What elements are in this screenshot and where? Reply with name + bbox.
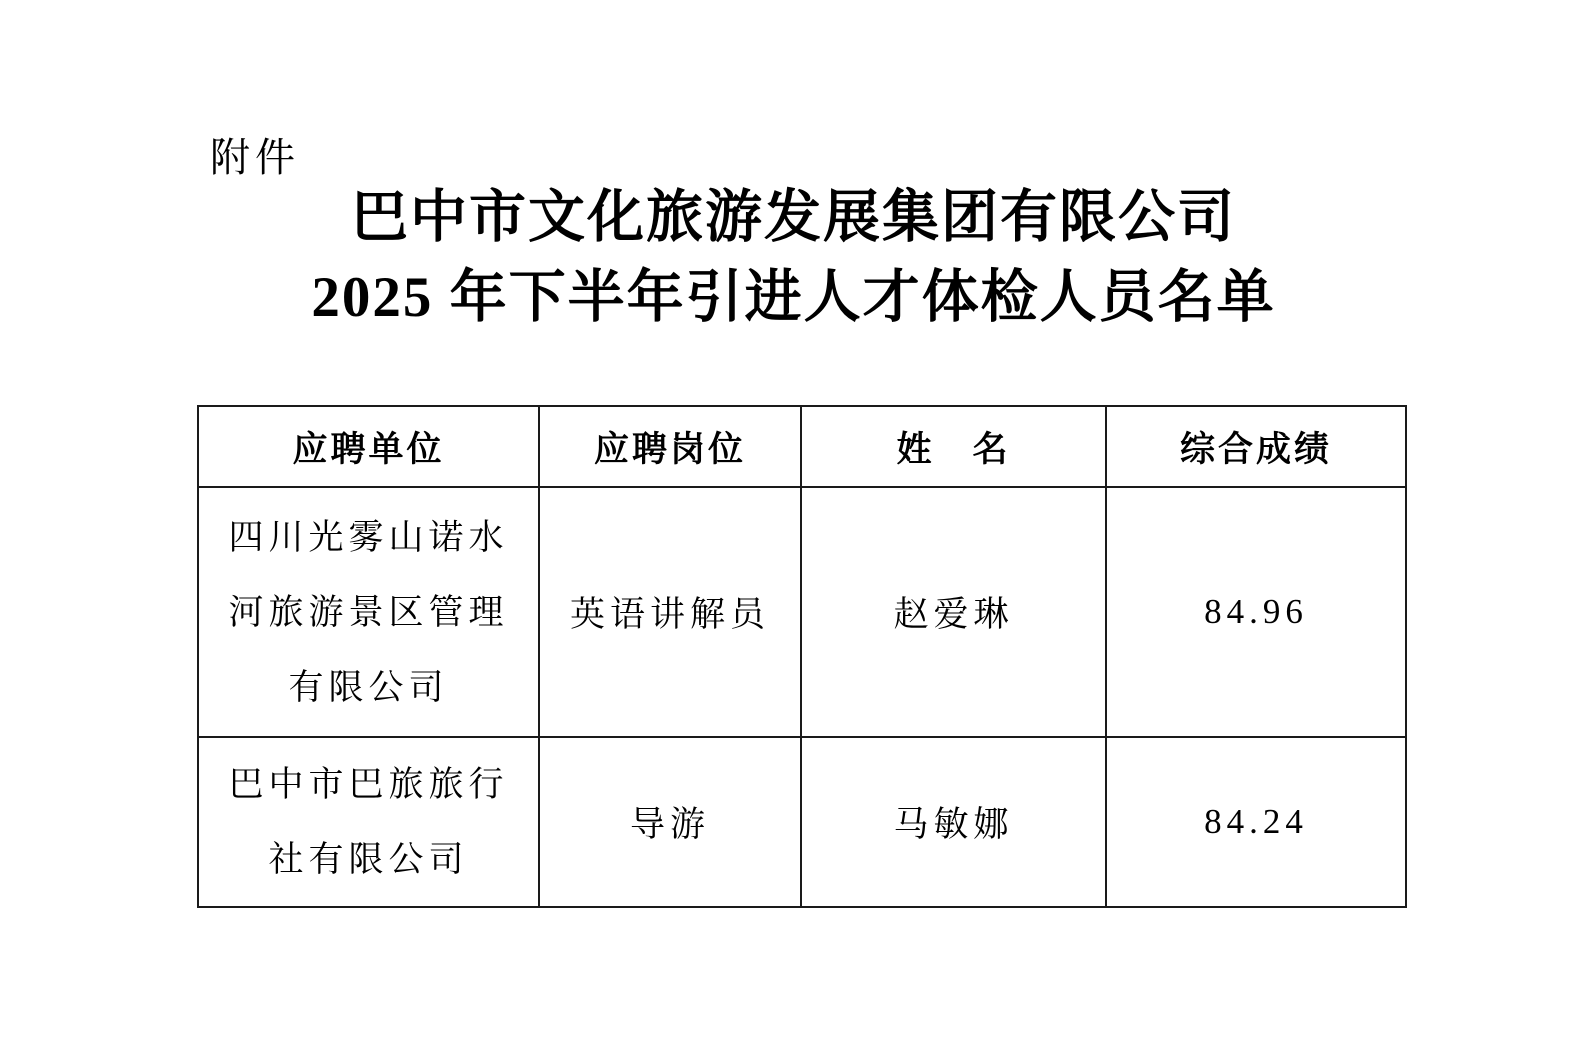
document-title — [0, 178, 1587, 338]
name-cell: 马敏娜 — [801, 737, 1106, 907]
title-line-1: 巴中市文化旅游发展集团有限公司 — [351, 186, 1236, 249]
attachment-label: 附件 — [210, 136, 300, 180]
header-position: 应聘岗位 — [539, 406, 801, 487]
title-line-2: 2025 年下半年引进人才体检人员名单 — [311, 266, 1276, 329]
header-score: 综合成绩 — [1106, 406, 1406, 487]
unit-line: 四川光雾山诺水 — [228, 517, 509, 557]
name-cell: 赵爱琳 — [801, 487, 1106, 737]
unit-line: 社有限公司 — [268, 840, 469, 879]
unit-cell — [198, 487, 539, 737]
unit-cell — [198, 737, 539, 907]
table-row — [198, 737, 1406, 907]
position-cell: 英语讲解员 — [539, 487, 801, 737]
score-cell: 84.96 — [1106, 487, 1406, 737]
unit-line: 有限公司 — [288, 667, 449, 707]
table-row — [198, 487, 1406, 737]
table-header-row — [198, 406, 1406, 487]
header-name: 姓 名 — [801, 406, 1106, 487]
medical-exam-roster-table — [197, 405, 1407, 908]
unit-line: 巴中市巴旅旅行 — [228, 765, 509, 804]
position-cell: 导游 — [539, 737, 801, 907]
score-cell: 84.24 — [1106, 737, 1406, 907]
header-unit: 应聘单位 — [198, 406, 539, 487]
unit-line: 河旅游景区管理 — [228, 592, 509, 632]
